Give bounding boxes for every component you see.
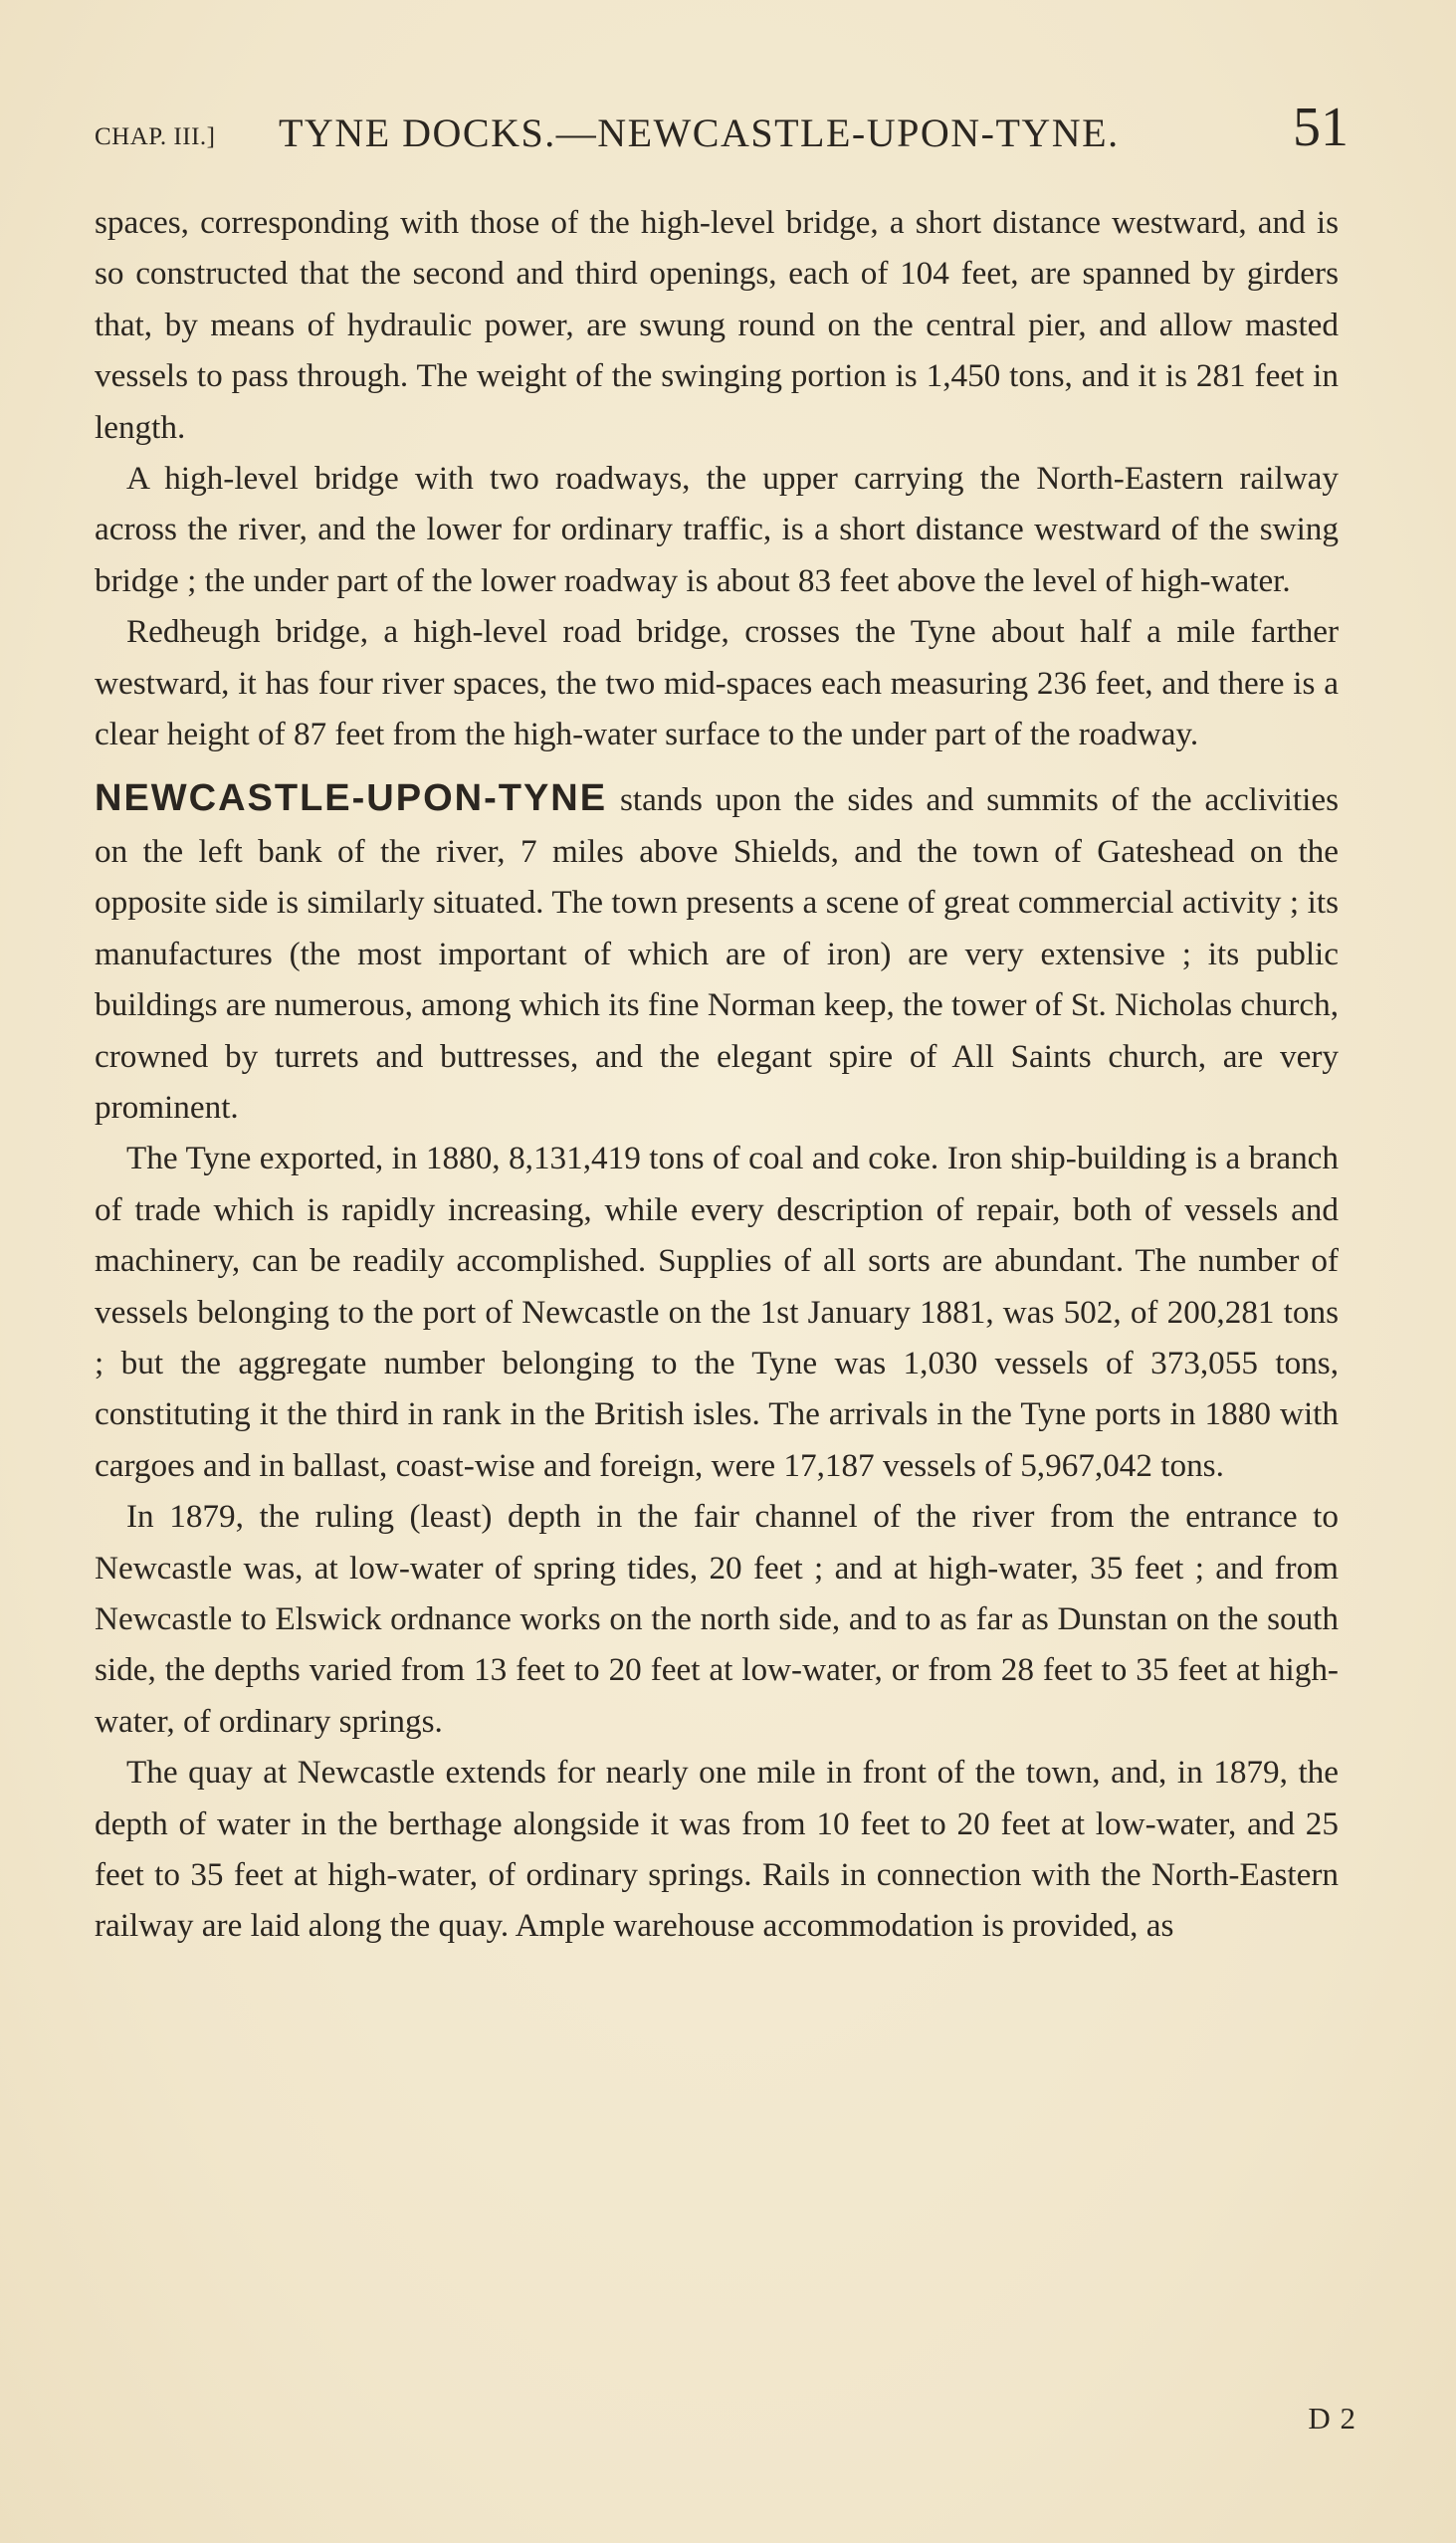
chapter-reference: CHAP. III.] <box>95 123 216 150</box>
paragraph-newcastle-text: stands upon the sides and summits of the acclivities on the left bank of the river, 7 miles above Shields, and the town of Gateshead on the opposite side is similarly situated. The town presents a scene of great commercial activity ; its manufactures (the most important of which are of iron) are very extensive ; its public buildings are numerous, among which its fine Norman keep, the tower of St. Nicholas church, crowned by turrets and buttresses, and the elegant spire of All Saints church, are very prominent. <box>95 781 1339 1126</box>
page-number: 51 <box>1293 97 1349 158</box>
running-head <box>95 97 1349 163</box>
section-heading: NEWCASTLE-UPON-TYNE <box>95 777 608 820</box>
paragraph-redheugh-bridge: Redheugh bridge, a high-level road bridge, crosses the Tyne about half a mile farther westward, it has four river spaces, the two mid-spaces each measuring 236 feet, and there is a clear height of 87 feet from the high-water surface to the under part of the roadway. <box>95 613 1339 753</box>
paragraph-newcastle-intro <box>95 773 1339 1133</box>
paragraph-river-depths: In 1879, the ruling (least) depth in the fair channel of the river from the entrance to Newcastle was, at low-water of spring tides, 20 feet ; and at high-water, 35 feet ; and from Newcastle to Elswick ordnance works on the north side, and to as far as Dunstan on the south side, the depths varied from 13 feet to 20 feet at low-water, or from 28 feet to 35 feet at high-water, of ordinary springs. <box>95 1498 1339 1740</box>
running-title: TYNE DOCKS.—NEWCASTLE-UPON-TYNE. <box>279 110 1120 155</box>
paragraph-high-level-bridge: A high-level bridge with two roadways, the upper carrying the North-Eastern railway across the river, and the lower for ordinary traffic, is a short distance westward of the swing bridge ; the under part of the lower roadway is about 83 feet above the level of high-water. <box>95 460 1339 599</box>
paragraph-exports: The Tyne exported, in 1880, 8,131,419 tons of coal and coke. Iron ship-building is a branch of trade which is rapidly increasing, while every description of repair, both of vessels and machinery, can be readily accomplished. Supplies of all sorts are abundant. The number of vessels belonging to the port of Newcastle on the 1st January 1881, was 502, of 200,281 tons ; but the aggregate number belonging to the Tyne was 1,030 vessels of 373,055 tons, constituting it the third in rank in the British isles. The arrivals in the Tyne ports in 1880 with cargoes and in ballast, coast-wise and foreign, were 17,187 vessels of 5,967,042 tons. <box>95 1140 1339 1484</box>
paragraph-quay: The quay at Newcastle extends for nearly one mile in front of the town, and, in 1879, the depth of water in the berthage alongside it was from 10 feet to 20 feet at low-water, and 25 feet to 35 feet at high-water, of ordinary springs. Rails in connection with the North-Eastern railway are laid along the quay. Ample warehouse accommodation is provided, as <box>95 1754 1339 1945</box>
body-text <box>95 197 1339 1952</box>
paragraph-swing-bridge: spaces, corresponding with those of the high-level bridge, a short distance westward, and is so constructed that the second and third openings, each of 104 feet, are spanned by girders that, by means of hydraulic power, are swung round on the central pier, and allow masted vessels to pass through. The weight of the swinging portion is 1,450 tons, and it is 281 feet in length. <box>95 204 1339 446</box>
signature-mark: D 2 <box>1308 2401 1356 2436</box>
